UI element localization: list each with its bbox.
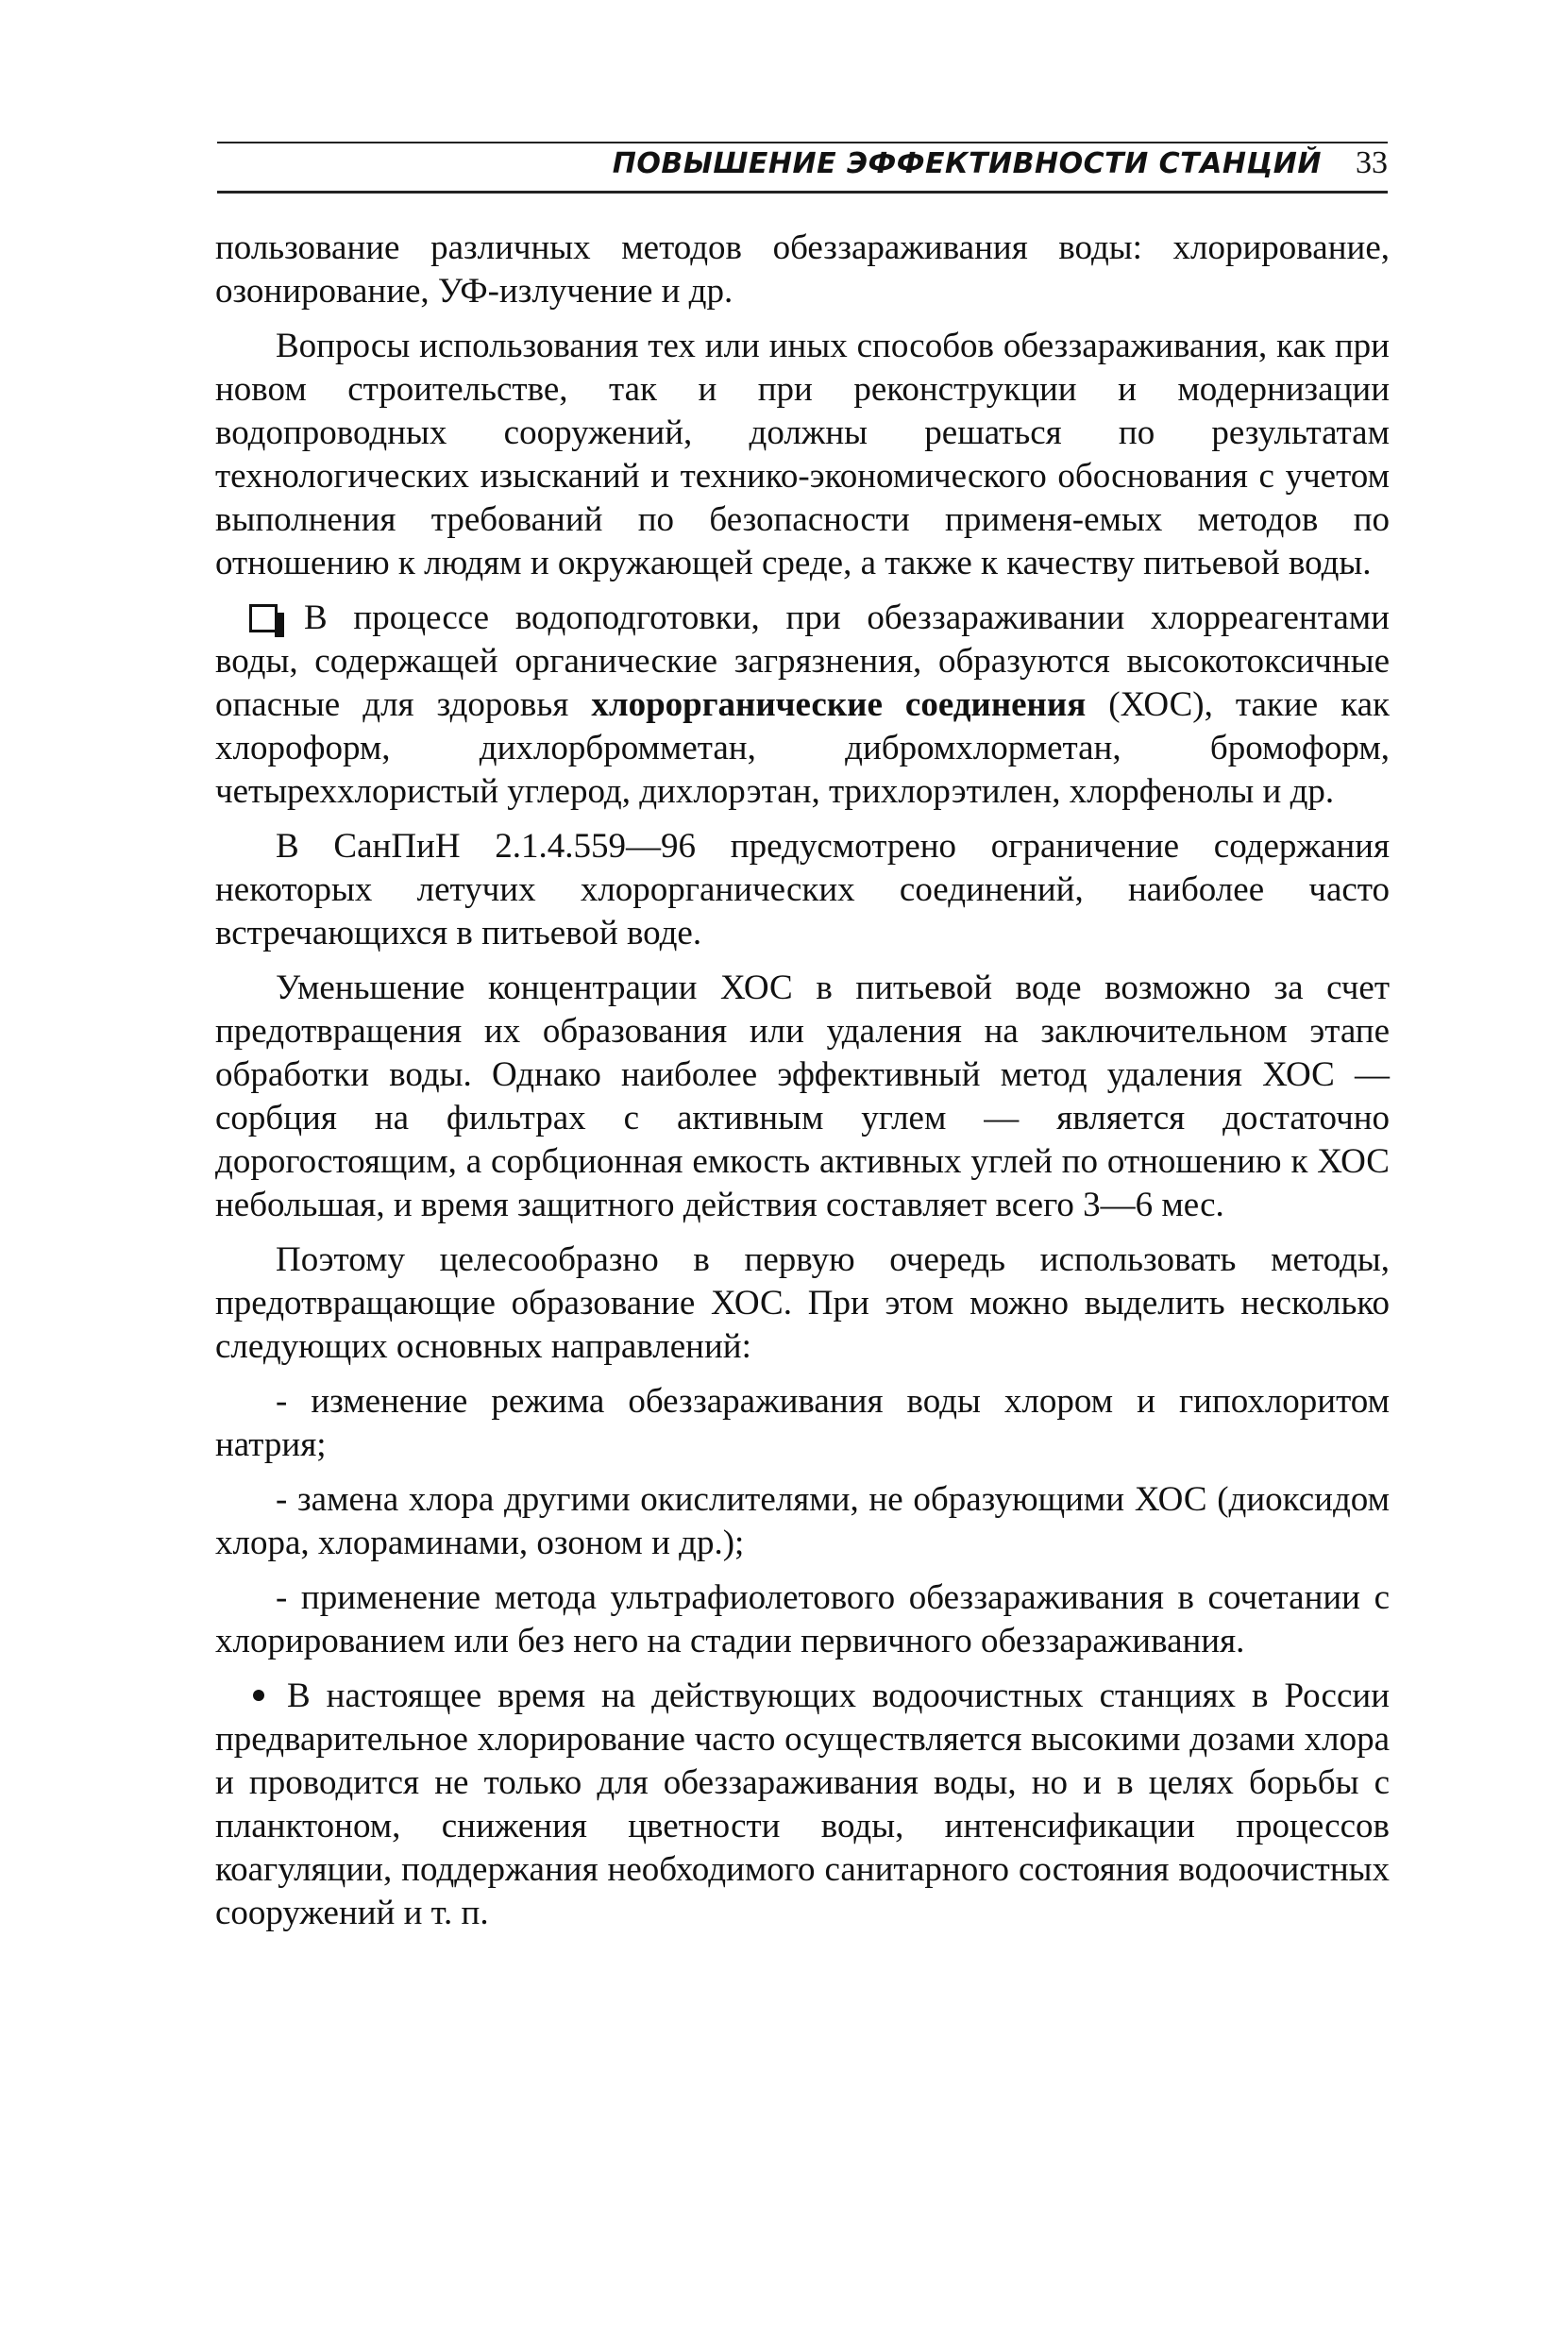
term-chlororganic-compounds: хлорорганические соединения: [591, 685, 1087, 724]
p7-text: В настоящее время на действующих водоочистных станциях в России предварительное хлорирование часто осуществляется высокими дозами хлора и проводится не только для обеззараживания воды, но и в целях борьбы с планктоном, снижения цветности воды, интенсификации процессов коагуляции, поддержания необходимого санитарного состояния водоочистных сооружений и т. п.: [215, 1676, 1390, 1932]
paragraph-chlororganic-compounds: [215, 597, 1390, 814]
section-marker-icon: [249, 604, 278, 632]
paragraph-sanpin: В СанПиН 2.1.4.559—96 предусмотрено ограничение содержания некоторых летучих хлорорганических соединений, наиболее часто встречающихся в питьевой воде.: [215, 827, 1390, 952]
header-rule-top: [217, 142, 1388, 143]
running-title: ПОВЫШЕНИЕ ЭФФЕКТИВНОСТИ СТАНЦИЙ: [612, 147, 1322, 180]
paragraph-concentration-reduction: Уменьшение концентрации ХОС в питьевой воде возможно за счет предотвращения их образования или удаления на заключительном этапе обработки воды. Однако наиболее эффективный метод удаления ХОС — сорбция на фильтрах с активным углем — является достаточно дорогостоящим, а сорбционная емкость активных углей по отношению к ХОС небольшая, и время защитного действия составляет всего 3—6 мес.: [215, 969, 1390, 1224]
p3-text-after: (ХОС), такие как хлороформ, дихлорбромметан, дибромхлорметан, бромоформ, четыреххлористый углерод, дихлорэтан, трихлорэтилен, хлорфенолы и др.: [215, 685, 1390, 811]
paragraph-prevention-methods: Поэтому целесообразно в первую очередь использовать методы, предотвращающие образование ХОС. При этом можно выделить несколько следующих основных направлений:: [215, 1240, 1390, 1366]
header-rule-bottom: [217, 191, 1388, 194]
body-text: [215, 227, 1390, 1946]
bullet-icon: [253, 1690, 264, 1701]
list-item: - изменение режима обеззараживания воды хлором и гипохлоритом натрия;: [215, 1382, 1390, 1464]
p3-text-before: В процессе водоподготовки, при обеззараживании хлорреагентами воды, содержащей органические загрязнения, образуются высокотоксичные опасные для здоровья: [215, 598, 1390, 724]
list-item: - замена хлора другими окислителями, не образующими ХОС (диоксидом хлора, хлораминами, озоном и др.);: [215, 1480, 1390, 1562]
paragraph-prechlorination: [215, 1675, 1390, 1935]
page-header: [217, 142, 1388, 194]
page-number: 33: [1356, 145, 1388, 180]
list-item: - применение метода ультрафиолетового обеззараживания в сочетании с хлорированием или без него на стадии первичного обеззараживания.: [215, 1578, 1390, 1660]
paragraph-continuation: пользование различных методов обеззараживания воды: хлорирование, озонирование, УФ-излучение и др.: [215, 228, 1390, 311]
paragraph-disinfection-methods: Вопросы использования тех или иных способов обеззараживания, как при новом строительстве, так и при реконструкции и модернизации водопроводных сооружений, должны решаться по результатам технологических изысканий и технико-экономического обоснования с учетом выполнения требований по безопасности применя-емых методов по отношению к людям и окружающей среде, а также к качеству питьевой воды.: [215, 327, 1390, 582]
